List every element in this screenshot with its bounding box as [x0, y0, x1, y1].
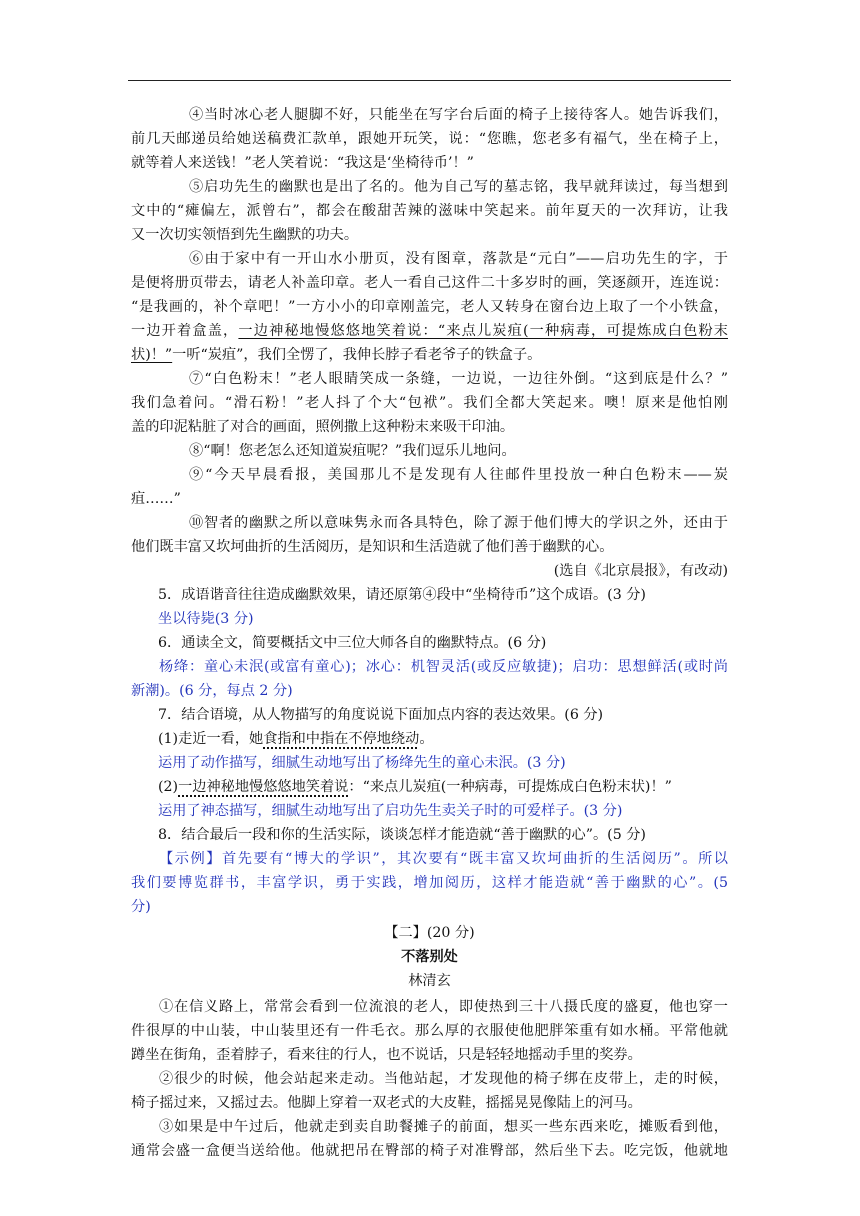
paragraph-9-line: ⑨“今天早晨看报，美国那儿不是发现有人往邮件里投放一种白色粉末——炭	[189, 467, 728, 483]
paragraph-1-line: 蹲坐在街角，歪着脖子，看来往的行人，也不说话，只是轻轻地摇动手里的奖券。	[131, 1047, 642, 1063]
question-7-item-2	[158, 775, 672, 799]
paragraph-7-line: ⑦“白色粉末！”老人眼睛笑成一条缝，一边说，一边往外倒。“这到底是什么？”	[189, 371, 728, 387]
underlined-text: 状)！”	[131, 347, 173, 363]
answer-7-1: 运用了动作描写，细腻生动地写出了杨绛先生的童心未泯。(3 分)	[158, 755, 566, 771]
plain-text: 一听“炭疽”，我们全愣了，我伸长脖子看老爷子的铁盒子。	[172, 347, 542, 363]
answer-8-line: 【示例】首先要有“博大的学识”，其次要有“既丰富又坎坷曲折的生活阅历”。所以	[159, 851, 728, 867]
question-7-item-1	[158, 727, 434, 751]
paragraph-9-line: 疽……”	[131, 491, 181, 507]
paragraph-1-line: ①在信义路上，常常会看到一位流浪的老人，即使热到三十八摄氏度的盛夏，他也穿一	[159, 999, 728, 1015]
paragraph-4-line: ④当时冰心老人腿脚不好，只能坐在写字台后面的椅子上接待客人。她告诉我们，	[189, 107, 728, 123]
plain-text: 一边开着盒盖，	[131, 323, 239, 339]
header-rule	[128, 80, 731, 81]
dotted-emphasis-text: 一边神秘地慢悠悠地笑着说	[178, 779, 349, 795]
paragraph-6-line: “是我画的，补个章吧！”一方小小的印章刚盖完，老人又转身在窗台边上取了一个小铁盒，	[131, 299, 728, 315]
plain-text: 。	[419, 731, 434, 747]
paragraph-6-line	[131, 343, 541, 367]
answer-5: 坐以待毙(3 分)	[158, 611, 254, 627]
underlined-text: 一边神秘地慢悠悠地笑着说：“来点儿炭疽(一种病毒，可提炼成白色粉末	[238, 323, 728, 339]
dotted-emphasis-text: 食指和中指在不停地绕动	[263, 731, 420, 747]
paragraph-7-line: 我们急着问。“滑石粉！”老人抖了个大“包袱”。我们全都大笑起来。噢！原来是他怕刚	[131, 395, 728, 411]
plain-text: ：“来点儿炭疽(一种病毒，可提炼成白色粉末状)！”	[348, 779, 672, 795]
answer-8-line: 我们要博览群书，丰富学识，勇于实践，增加阅历，这样才能造就“善于幽默的心”。(5	[131, 875, 728, 891]
question-6: 6．通读全文，简要概括文中三位大师各自的幽默特点。(6 分)	[158, 635, 547, 651]
passage-title: 不落别处	[401, 949, 458, 965]
paragraph-6-line: ⑥由于家中有一开山水小册页，没有图章，落款是“元白”——启功先生的字，于	[189, 251, 728, 267]
paragraph-4-line: 就等着人来送钱！”老人笑着说：“我这是‘坐椅待币’！”	[131, 155, 474, 171]
paragraph-10-line: ⑩智者的幽默之所以意味隽永而各具特色，除了源于他们博大的学识之外，还由于	[189, 515, 728, 531]
paragraph-5-line: 又一次切实领悟到先生幽默的功夫。	[131, 227, 359, 243]
paragraph-10-line: 他们既丰富又坎坷曲折的生活阅历，是知识和生活造就了他们善于幽默的心。	[131, 539, 614, 555]
paragraph-4-line: 前几天邮递员给她送稿费汇款单，跟她开玩笑，说：“您瞧，您老多有福气，坐在椅子上，	[131, 131, 728, 147]
paragraph-5-line: ⑤启功先生的幽默也是出了名的。他为自己写的墓志铭，我早就拜读过，每当想到	[189, 179, 728, 195]
source-citation: (选自《北京晨报》，有改动)	[553, 563, 728, 579]
paragraph-7-line: 盖的印泥粘脏了对合的画面，照例撒上这种粉末来吸干印油。	[131, 419, 515, 435]
question-7: 7．结合语境，从人物描写的角度说说下面加点内容的表达效果。(6 分)	[158, 707, 604, 723]
paragraph-8: ⑧“啊！您老怎么还知道炭疽呢？”我们逗乐儿地问。	[189, 443, 516, 459]
plain-text: (1)走近一看，她	[158, 731, 264, 747]
question-8: 8．结合最后一段和你的生活实际，谈谈怎样才能造就“善于幽默的心”。(5 分)	[158, 827, 646, 843]
paragraph-5-line: 文中的“瘫偏左，派曾右”，都会在酸甜苦辣的滋味中笑起来。前年夏天的一次拜访，让我	[131, 203, 728, 219]
paragraph-1-line: 件很厚的中山装，中山装里还有一件毛衣。那么厚的衣服使他肥胖笨重有如水桶。平常他就	[131, 1023, 728, 1039]
paragraph-2-line: 椅子摇过来，又摇过去。他脚上穿着一双老式的大皮鞋，摇摇晃晃像陆上的河马。	[131, 1095, 642, 1111]
passage-author: 林清玄	[408, 973, 451, 989]
paragraph-3-line: ③如果是中午过后，他就走到卖自助餐摊子的前面，想买一些东西来吃，摊贩看到他，	[159, 1119, 728, 1135]
answer-7-2: 运用了神态描写，细腻生动地写出了启功先生卖关子时的可爱样子。(3 分)	[158, 803, 623, 819]
paragraph-2-line: ②很少的时候，他会站起来走动。当他站起，才发现他的椅子绑在皮带上，走的时候，	[159, 1071, 728, 1087]
paragraph-6-line	[131, 319, 728, 343]
plain-text: (2)	[158, 779, 179, 795]
section-heading: 【二】(20 分)	[384, 925, 475, 941]
paragraph-6-line: 是便将册页带去，请老人补盖印章。老人一看自己这件二十多岁时的画，笑逐颜开，连连说：	[131, 275, 728, 291]
paragraph-3-line: 通常会盛一盒便当送给他。他就把吊在臀部的椅子对准臀部，然后坐下去。吃完饭，他就地	[131, 1143, 728, 1159]
answer-8-line: 分)	[131, 899, 151, 915]
answer-6-line: 杨绛：童心未泯(或富有童心)；冰心：机智灵活(或反应敏捷)；启功：思想鲜活(或时尚	[159, 659, 728, 675]
answer-6-line: 新潮)。(6 分，每点 2 分)	[131, 683, 293, 699]
question-5: 5．成语谐音往往造成幽默效果，请还原第④段中“坐椅待币”这个成语。(3 分)	[158, 587, 646, 603]
